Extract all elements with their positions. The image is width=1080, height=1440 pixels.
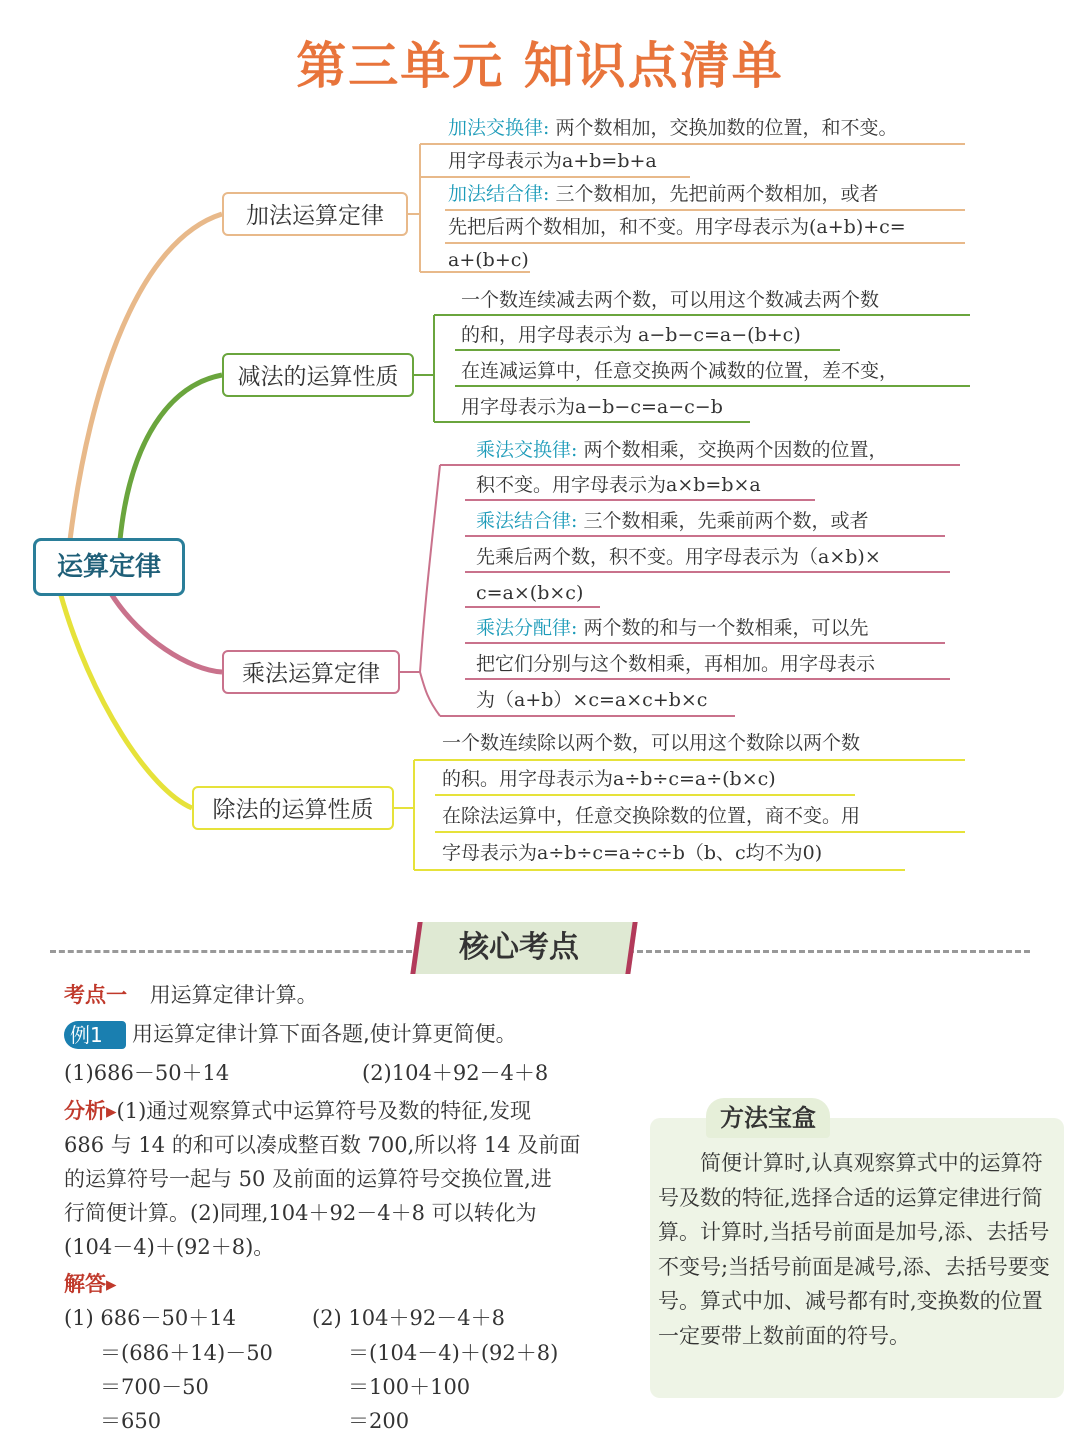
multiplication-line-4: 先乘后两个数，积不变。用字母表示为（a×b)× <box>476 546 881 568</box>
point1-heading <box>64 978 318 1013</box>
addition-line-1: 加法交换律: 两个数相加，交换加数的位置，和不变。 <box>448 117 898 139</box>
multiplication-line-5: c=a×(b×c) <box>476 582 584 604</box>
analysis-line-1: 分析▸(1)通过观察算式中运算符号及数的特征,发现 <box>64 1099 531 1123</box>
analysis-line-3: 的运算符号一起与 50 及前面的运算符号交换位置,进 <box>64 1167 552 1191</box>
subtraction-line-3: 在连减运算中，任意交换两个减数的位置，差不变， <box>461 360 899 382</box>
branch-subtraction-properties: 减法的运算性质 <box>222 353 414 397</box>
answer-1-line-3: ＝700－50 <box>100 1375 209 1399</box>
connector-root-subtraction <box>120 375 222 540</box>
brace-multiplication <box>400 465 440 716</box>
connector-root-multiplication <box>110 592 222 672</box>
connector-root-division <box>60 592 192 808</box>
method-box-text: 简便计算时,认真观察算式中的运算符号及数的特征,选择合适的运算定律进行简算。计算时,当括号前面是加号,添、去括号不变号;当括号前面是减号,添、去括号要变号。算式中加、减号都有时,变换数的位置一定要带上数前面的符号。 <box>658 1151 1050 1348</box>
point1-text: 用运算定律计算。 <box>149 983 318 1007</box>
addition-line-4: 先把后两个数相加，和不变。用字母表示为(a+b)+c= <box>448 216 906 238</box>
brace-division <box>394 760 414 870</box>
analysis-line-5: (104－4)＋(92＋8)。 <box>64 1235 275 1259</box>
answer-tag: 解答▸ <box>64 1272 117 1296</box>
multiplication-line-8: 为（a+b）×c=a×c+b×c <box>476 689 708 711</box>
addition-line-2: 用字母表示为a+b=b+a <box>448 150 657 172</box>
multiplication-line-3: 乘法结合律: 三个数相乘，先乘前两个数，或者 <box>476 510 869 532</box>
addition-line-3: 加法结合律: 三个数相加，先把前两个数相加，或者 <box>448 183 879 205</box>
answer-2-line-4: ＝200 <box>348 1409 410 1433</box>
mindmap-root: 运算定律 <box>33 538 185 596</box>
example-item-2: (2)104＋92－4＋8 <box>362 1061 549 1085</box>
branch-multiplication-laws: 乘法运算定律 <box>222 650 400 694</box>
multiplication-line-2: 积不变。用字母表示为a×b=b×a <box>476 474 761 496</box>
analysis-tag: 分析▸ <box>64 1099 117 1123</box>
brace-subtraction <box>414 315 434 422</box>
multiplication-line-7: 把它们分别与这个数相乘，再相加。用字母表示 <box>476 653 876 675</box>
connector-root-addition <box>70 214 222 540</box>
division-line-1: 一个数连续除以两个数，可以用这个数除以两个数 <box>442 732 861 754</box>
addition-line-5: a+(b+c) <box>448 249 529 271</box>
analysis-line-2: 686 与 14 的和可以凑成整百数 700,所以将 14 及前面 <box>64 1133 581 1157</box>
example-badge-label: 例1 <box>70 1023 103 1047</box>
point1-tag: 考点一 <box>64 983 127 1007</box>
section-divider-right <box>628 950 1030 953</box>
multiplication-line-6: 乘法分配律: 两个数的和与一个数相乘，可以先 <box>476 617 869 639</box>
multiplication-line-1: 乘法交换律: 两个数相乘，交换两个因数的位置， <box>476 439 888 461</box>
division-line-2: 的积。用字母表示为a÷b÷c=a÷(b×c) <box>442 768 776 790</box>
subtraction-line-4: 用字母表示为a−b−c=a−c−b <box>461 396 723 418</box>
answer-2-line-3: ＝100＋100 <box>348 1375 471 1399</box>
section-header: 核心考点 <box>459 930 579 965</box>
example-item-1: (1)686－50＋14 <box>64 1061 230 1085</box>
answer-1-line-2: ＝(686＋14)－50 <box>100 1341 273 1365</box>
answer-1-line-4: ＝650 <box>100 1409 162 1433</box>
branch-addition-laws: 加法运算定律 <box>222 192 408 236</box>
method-box-title: 方法宝盒 <box>720 1104 816 1132</box>
division-line-3: 在除法运算中，任意交换除数的位置，商不变。用 <box>442 805 861 827</box>
subtraction-line-2: 的和，用字母表示为 a−b−c=a−(b+c) <box>461 324 801 346</box>
subtraction-line-1: 一个数连续减去两个数，可以用这个数减去两个数 <box>461 289 880 311</box>
brace-addition <box>408 144 420 272</box>
example-question: 用运算定律计算下面各题,使计算更简便。 <box>132 1022 517 1046</box>
division-line-4: 字母表示为a÷b÷c=a÷c÷b（b、c均不为0) <box>442 842 823 864</box>
section-divider-left <box>50 950 412 953</box>
answer-1-line-1: (1) 686－50＋14 <box>64 1306 236 1330</box>
branch-division-properties: 除法的运算性质 <box>192 786 394 830</box>
page-title: 第三单元 知识点清单 <box>296 37 784 95</box>
analysis-line-4: 行简便计算。(2)同理,104＋92－4＋8 可以转化为 <box>64 1201 537 1225</box>
answer-2-line-1: (2) 104＋92－4＋8 <box>312 1306 505 1330</box>
answer-2-line-2: ＝(104－4)＋(92＋8) <box>348 1341 559 1365</box>
